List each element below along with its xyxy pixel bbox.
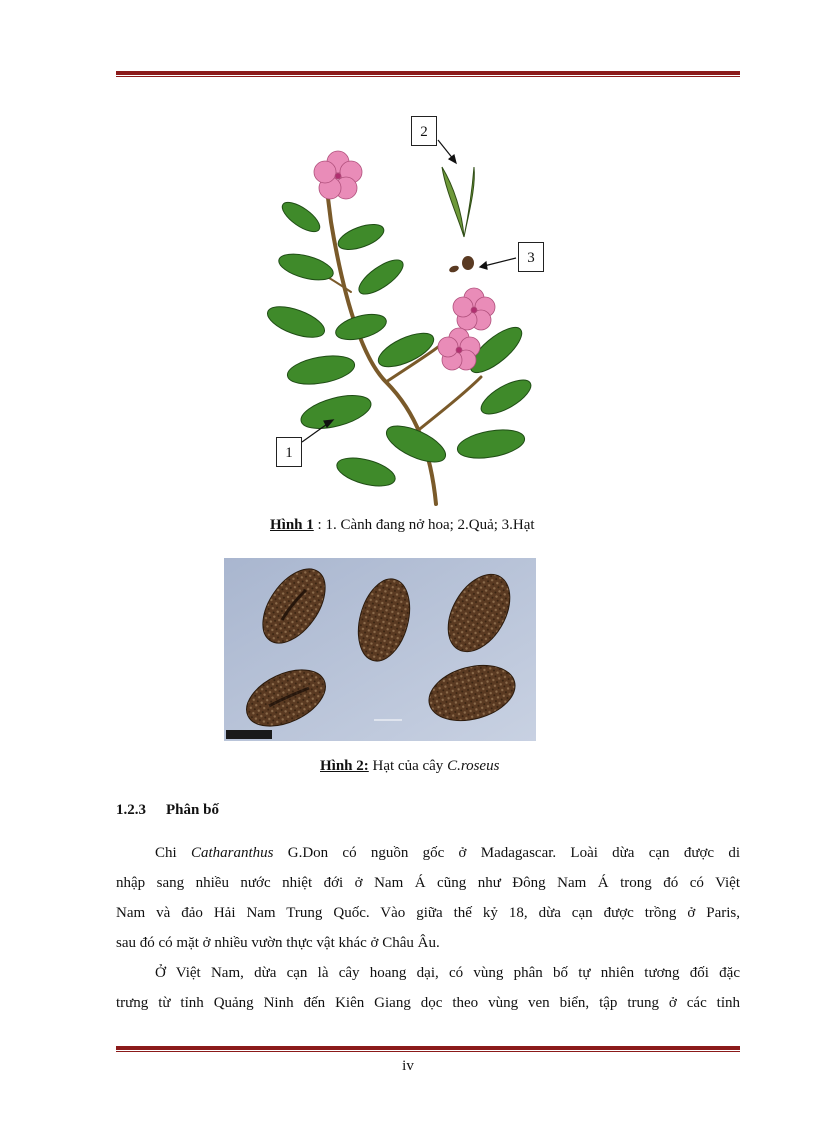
paragraph-1 (116, 838, 740, 958)
leaves (266, 197, 536, 491)
figure2-label: Hình 2: (320, 758, 369, 774)
callout-1: 1 (276, 437, 302, 467)
footer-rule (116, 1046, 740, 1052)
paragraph-2-line-2: trưng từ tỉnh Quảng Ninh đến Kiên Giang dọc theo vùng ven biển, tập trung ở các tỉnh (116, 995, 740, 1011)
paragraph-1-line-3: Nam và đảo Hải Nam Trung Quốc. Vào giữa thế kỷ 18, dừa cạn được trồng ở Paris, (116, 905, 740, 921)
page-number: iv (402, 1058, 414, 1074)
figure1-label: Hình 1 (270, 517, 314, 533)
figure1-caption (270, 517, 535, 534)
header-rule (116, 71, 740, 77)
plant-illustration (266, 112, 536, 506)
section-heading (116, 802, 219, 819)
paragraph-1-line-2: nhập sang nhiều nước nhiệt đới ở Nam Á cũng như Đông Nam Á trong đó có Việt (116, 875, 740, 891)
figure2-species: C.roseus (447, 758, 500, 774)
paragraph-2 (116, 958, 740, 1018)
paragraph-2-line-1: Ở Việt Nam, dừa cạn là cây hoang dại, có vùng phân bố tự nhiên tương đối đặc (155, 965, 740, 981)
callout-3: 3 (518, 242, 544, 272)
callout-2: 2 (411, 116, 437, 146)
figure2-caption (320, 758, 499, 775)
paragraph-1-line-4: sau đó có mặt ở nhiều vườn thực vật khác ở Châu Âu. (116, 935, 440, 951)
photo-credit-strip (226, 730, 272, 739)
seeds-small (448, 256, 474, 274)
section-number: 1.2.3 (116, 802, 146, 818)
seed-photo (224, 558, 536, 741)
figure1-text: : 1. Cành đang nở hoa; 2.Quả; 3.Hạt (313, 517, 535, 533)
fruit-pods (442, 167, 474, 237)
paragraph-1-line-1: Chi Catharanthus G.Don có nguồn gốc ở Madagascar. Loài dừa cạn được di (155, 845, 740, 861)
figure2-text: Hạt của cây (368, 758, 448, 774)
genus-name: Catharanthus (190, 845, 274, 861)
section-title: Phân bố (166, 802, 219, 818)
